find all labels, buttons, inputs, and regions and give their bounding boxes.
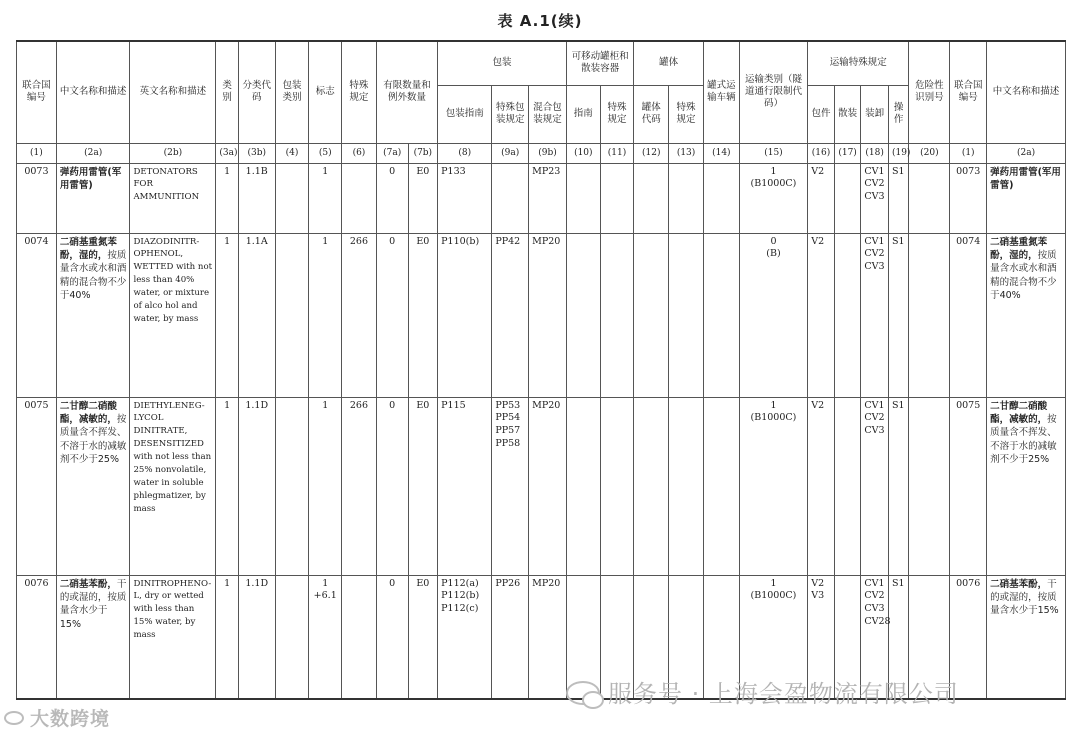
packing-group-cell xyxy=(275,575,309,699)
tank-special-cell xyxy=(669,163,704,233)
column-number: (20) xyxy=(909,143,950,163)
table-row xyxy=(17,233,1066,397)
un-number-cell: 0075 xyxy=(17,397,57,575)
tank-code-cell xyxy=(634,233,669,397)
special-packing-cell-line: PP53 xyxy=(495,399,521,411)
header-packing-group: 包装类别 xyxy=(275,41,309,143)
header-tanks: 罐体 xyxy=(634,41,704,85)
label-cell xyxy=(309,397,342,575)
portable-special-cell xyxy=(600,397,634,575)
classification-code-cell: 1.1D xyxy=(238,397,275,575)
portable-special-cell xyxy=(600,163,634,233)
packing-group-cell xyxy=(275,163,309,233)
label-line: 1 xyxy=(322,577,329,589)
packing-instruction-cell-line: P112(b) xyxy=(441,590,480,602)
header-mixed-packing-provisions: 混合包装规定 xyxy=(529,85,567,143)
class-cell: 1 xyxy=(216,163,238,233)
classification-code-cell: 1.1A xyxy=(238,233,275,397)
chinese-name-cell-rest: 干的或湿的，按质量含水少于15% xyxy=(59,578,127,630)
dangerous-goods-table xyxy=(16,40,1066,700)
header-special-provisions: 特殊规定 xyxy=(342,41,377,143)
chinese-name-right-cell-rest: 干的或湿的，按质量含水少于15% xyxy=(990,578,1059,617)
un-number-right-cell: 0075 xyxy=(950,397,987,575)
special-packing-cell xyxy=(492,397,529,575)
tank-code-cell xyxy=(634,397,669,575)
header-special-packing-provisions: 特殊包装规定 xyxy=(492,85,529,143)
column-number: (16) xyxy=(808,143,835,163)
header-hazard-id-number: 危险性识别号 xyxy=(909,41,950,143)
chinese-name-cell-rest: 按质量含不挥发、不溶于水的减敏剂不少于25% xyxy=(59,413,127,466)
special-packing-cell-line: PP42 xyxy=(495,235,521,247)
operation-provision-cell: S1 xyxy=(888,163,908,233)
column-number: (11) xyxy=(600,143,634,163)
column-number: (10) xyxy=(566,143,600,163)
limited-quantity-cell: 0 xyxy=(376,163,408,233)
special-provision-cell xyxy=(342,163,377,233)
mixed-packing-cell: MP20 xyxy=(529,397,567,575)
watermark-corner-text: 大数跨境 xyxy=(30,708,111,730)
chinese-name-cell-bold: 二硝基苯酚， xyxy=(59,578,117,590)
un-number-right-cell: 0076 xyxy=(950,575,987,699)
column-number: (1) xyxy=(17,143,57,163)
packing-group-cell xyxy=(275,397,309,575)
loading-provision-cell-line: CV3 xyxy=(864,191,885,203)
packing-instruction-cell xyxy=(438,397,492,575)
transport-category-cell xyxy=(739,233,807,397)
portable-special-cell xyxy=(600,233,634,397)
special-packing-cell-line: PP58 xyxy=(495,437,521,449)
loading-provision-cell-line: CV2 xyxy=(864,248,885,260)
tank-code-cell xyxy=(634,163,669,233)
special-provision-cell: 266 xyxy=(342,233,377,397)
portable-instruction-cell xyxy=(566,397,600,575)
hazard-id-cell xyxy=(909,163,950,233)
column-number: (2a) xyxy=(987,143,1066,163)
operation-provision-cell: S1 xyxy=(888,233,908,397)
special-packing-cell-line: PP54 xyxy=(495,412,521,424)
packing-instruction-cell-line: P112(a) xyxy=(441,577,479,589)
transport-category-line: (B) xyxy=(766,248,781,260)
portable-instruction-cell xyxy=(566,233,600,397)
class-cell: 1 xyxy=(216,575,238,699)
header-chinese-name: 中文名称和描述 xyxy=(56,41,130,143)
special-packing-cell-line: PP26 xyxy=(495,577,521,589)
class-cell: 1 xyxy=(216,233,238,397)
transport-category-line: 0 xyxy=(770,235,777,247)
header-limited-quantities: 有限数量和例外数量 xyxy=(376,41,437,143)
loading-provision-cell-line: CV3 xyxy=(864,425,885,437)
label-line: 1 xyxy=(322,165,329,177)
header-portable-tanks: 可移动罐柜和散装容器 xyxy=(566,41,633,85)
un-number-cell: 0074 xyxy=(17,233,57,397)
header-classification-code: 分类代码 xyxy=(238,41,275,143)
label-line: 1 xyxy=(322,235,329,247)
chinese-name-cell-bold: 二硝基重氮苯酚，湿的， xyxy=(59,236,117,261)
packing-group-cell xyxy=(275,233,309,397)
column-number: (6) xyxy=(342,143,377,163)
loading-provision-cell xyxy=(861,397,889,575)
label-cell xyxy=(309,233,342,397)
hazard-id-cell xyxy=(909,397,950,575)
operation-provision-cell: S1 xyxy=(888,397,908,575)
transport-category-line: 1 xyxy=(770,399,777,411)
excepted-quantity-cell: E0 xyxy=(408,163,438,233)
tank-special-cell xyxy=(669,233,704,397)
packages-provision-cell-line: V2 xyxy=(811,577,825,589)
label-cell xyxy=(309,163,342,233)
mixed-packing-cell: MP20 xyxy=(529,575,567,699)
column-number: (8) xyxy=(438,143,492,163)
excepted-quantity-cell: E0 xyxy=(408,233,438,397)
watermark-text: 服务号 · 上海会盈物流有限公司 xyxy=(608,680,959,708)
loading-provision-cell-line: CV1 xyxy=(864,235,885,247)
packages-provision-cell-line: V2 xyxy=(811,399,825,411)
column-number: (4) xyxy=(275,143,309,163)
transport-category-line: (B1000C) xyxy=(750,412,797,424)
column-number: (7b) xyxy=(408,143,438,163)
transport-category-line: 1 xyxy=(770,165,777,177)
column-number: (9a) xyxy=(492,143,529,163)
hazard-id-cell xyxy=(909,233,950,397)
limited-quantity-cell: 0 xyxy=(376,397,408,575)
un-number-right-cell: 0073 xyxy=(950,163,987,233)
packing-instruction-cell xyxy=(438,575,492,699)
english-name-cell: DIETHYLENEG-LYCOL DINITRATE, DESENSITIZED with not less than 25% nonvolatile, water in soluble phlegmatizer, by mass xyxy=(130,397,216,575)
english-name-cell: DIAZODINITR-OPHENOL, WETTED with not less than 40% water, or mixture of alco hol and water, by mass xyxy=(130,233,216,397)
loading-provision-cell-line: CV1 xyxy=(864,165,885,177)
header-portable-instructions: 指南 xyxy=(566,85,600,143)
packing-instruction-cell xyxy=(438,163,492,233)
bulk-provision-cell xyxy=(834,233,861,397)
header-chinese-name-right: 中文名称和描述 xyxy=(987,41,1066,143)
loading-provision-cell-line: CV1 xyxy=(864,399,885,411)
special-packing-cell xyxy=(492,575,529,699)
watermark xyxy=(566,674,959,709)
chinese-name-right-cell xyxy=(987,233,1066,397)
loading-provision-cell-line: CV2 xyxy=(864,412,885,424)
column-number: (12) xyxy=(634,143,669,163)
header-english-name: 英文名称和描述 xyxy=(130,41,216,143)
transport-category-cell xyxy=(739,163,807,233)
chinese-name-cell-rest: 按质量含水或水和酒精的混合物不少于40% xyxy=(59,249,127,302)
chinese-name-right-cell-bold: 二硝基重氮苯酚，湿的， xyxy=(990,236,1048,261)
column-number: (3b) xyxy=(238,143,275,163)
special-provision-cell xyxy=(342,575,377,699)
label-line: +6.1 xyxy=(313,590,337,602)
excepted-quantity-cell: E0 xyxy=(408,575,438,699)
header-tank-vehicle: 罐式运输车辆 xyxy=(703,41,739,143)
packing-instruction-cell-line: P112(c) xyxy=(441,603,479,615)
packages-provision-cell xyxy=(808,233,835,397)
header-tank-special: 特殊规定 xyxy=(669,85,704,143)
table-row xyxy=(17,397,1066,575)
transport-category-line: 1 xyxy=(770,577,777,589)
table-body xyxy=(17,163,1066,699)
mixed-packing-cell: MP23 xyxy=(529,163,567,233)
loading-provision-cell-line: CV28 xyxy=(864,615,891,627)
packing-instruction-cell xyxy=(438,233,492,397)
header-operation: 操作 xyxy=(888,85,908,143)
special-packing-cell-line: PP57 xyxy=(495,425,521,437)
chinese-name-right-cell-bold: 二甘醇二硝酸酯，减敏的， xyxy=(990,400,1048,425)
column-number-row xyxy=(17,143,1066,163)
tank-vehicle-cell xyxy=(703,397,739,575)
column-number: (3a) xyxy=(216,143,238,163)
header-transport-category: 运输类别（隧道通行限制代码） xyxy=(739,41,807,143)
column-number: (19) xyxy=(888,143,908,163)
column-number: (17) xyxy=(834,143,861,163)
packages-provision-cell-line: V3 xyxy=(811,590,825,602)
wechat-icon xyxy=(566,681,600,705)
header-bulk: 散装 xyxy=(834,85,861,143)
column-number: (15) xyxy=(739,143,807,163)
transport-category-line: (B1000C) xyxy=(750,178,797,190)
brand-icon xyxy=(4,711,24,725)
packages-provision-cell-line: V2 xyxy=(811,235,825,247)
bulk-provision-cell xyxy=(834,397,861,575)
loading-provision-cell xyxy=(861,233,889,397)
header-un-number: 联合国编号 xyxy=(17,41,57,143)
header-un-number-right: 联合国编号 xyxy=(950,41,987,143)
tank-vehicle-cell xyxy=(703,233,739,397)
header-class: 类别 xyxy=(216,41,238,143)
limited-quantity-cell: 0 xyxy=(376,575,408,699)
tank-special-cell xyxy=(669,397,704,575)
chinese-name-cell xyxy=(56,397,130,575)
header-portable-special: 特殊规定 xyxy=(600,85,634,143)
table-title: 表 A.1(续) xyxy=(497,12,583,30)
packages-provision-cell xyxy=(808,397,835,575)
packages-provision-cell xyxy=(808,163,835,233)
chinese-name-right-cell xyxy=(987,163,1066,233)
loading-provision-cell-line: CV2 xyxy=(864,178,885,190)
header-labels: 标志 xyxy=(309,41,342,143)
chinese-name-cell xyxy=(56,575,130,699)
header-special-transport-provisions: 运输特殊规定 xyxy=(808,41,909,85)
chinese-name-right-cell xyxy=(987,397,1066,575)
class-cell: 1 xyxy=(216,397,238,575)
header-packing-instructions: 包装指南 xyxy=(438,85,492,143)
column-number: (14) xyxy=(703,143,739,163)
chinese-name-cell-bold: 弹药用雷管(军用雷管) xyxy=(59,166,122,191)
un-number-cell: 0076 xyxy=(17,575,57,699)
chinese-name-right-cell-rest: 按质量含不挥发、不溶于水的减敏剂不少于25% xyxy=(990,413,1057,466)
packing-instruction-cell-line: P110(b) xyxy=(441,235,480,247)
watermark-corner xyxy=(4,704,110,731)
header-packaging: 包装 xyxy=(438,41,567,85)
chinese-name-right-cell-bold: 弹药用雷管(军用雷管) xyxy=(990,166,1061,191)
header-packages: 包件 xyxy=(808,85,835,143)
mixed-packing-cell: MP20 xyxy=(529,233,567,397)
packing-instruction-cell-line: P133 xyxy=(441,165,466,177)
chinese-name-right-cell-rest: 按质量含水或水和酒精的混合物不少于40% xyxy=(990,249,1057,302)
limited-quantity-cell: 0 xyxy=(376,233,408,397)
column-number: (2b) xyxy=(130,143,216,163)
column-number: (5) xyxy=(309,143,342,163)
special-packing-cell xyxy=(492,163,529,233)
column-number: (9b) xyxy=(529,143,567,163)
column-number: (7a) xyxy=(376,143,408,163)
header-tank-code: 罐体代码 xyxy=(634,85,669,143)
table-row xyxy=(17,163,1066,233)
un-number-cell: 0073 xyxy=(17,163,57,233)
special-packing-cell xyxy=(492,233,529,397)
operation-provision-cell: S1 xyxy=(888,575,908,699)
special-provision-cell: 266 xyxy=(342,397,377,575)
chinese-name-right-cell-bold: 二硝基苯酚， xyxy=(990,578,1048,590)
loading-provision-cell-line: CV3 xyxy=(864,261,885,273)
bulk-provision-cell xyxy=(834,163,861,233)
english-name-cell: DETONATORS FOR AMMUNITION xyxy=(130,163,216,233)
portable-instruction-cell xyxy=(566,163,600,233)
packing-instruction-cell-line: P115 xyxy=(441,399,466,411)
loading-provision-cell xyxy=(861,163,889,233)
chinese-name-cell xyxy=(56,163,130,233)
label-cell xyxy=(309,575,342,699)
tank-vehicle-cell xyxy=(703,163,739,233)
column-number: (13) xyxy=(669,143,704,163)
loading-provision-cell-line: CV1 xyxy=(864,577,885,589)
column-number: (1) xyxy=(950,143,987,163)
header-loading: 装卸 xyxy=(861,85,889,143)
label-line: 1 xyxy=(322,399,329,411)
excepted-quantity-cell: E0 xyxy=(408,397,438,575)
loading-provision-cell-line: CV2 xyxy=(864,590,885,602)
classification-code-cell: 1.1B xyxy=(238,163,275,233)
chinese-name-cell xyxy=(56,233,130,397)
column-number: (2a) xyxy=(56,143,130,163)
loading-provision-cell-line: CV3 xyxy=(864,603,885,615)
english-name-cell: DINITROPHENO-L, dry or wetted with less than 15% water, by mass xyxy=(130,575,216,699)
transport-category-line: (B1000C) xyxy=(750,590,797,602)
chinese-name-right-cell xyxy=(987,575,1066,699)
transport-category-cell xyxy=(739,397,807,575)
packages-provision-cell-line: V2 xyxy=(811,165,825,177)
column-number: (18) xyxy=(861,143,889,163)
classification-code-cell: 1.1D xyxy=(238,575,275,699)
un-number-right-cell: 0074 xyxy=(950,233,987,397)
chinese-name-cell-bold: 二甘醇二硝酸酯，减敏的， xyxy=(59,400,117,425)
